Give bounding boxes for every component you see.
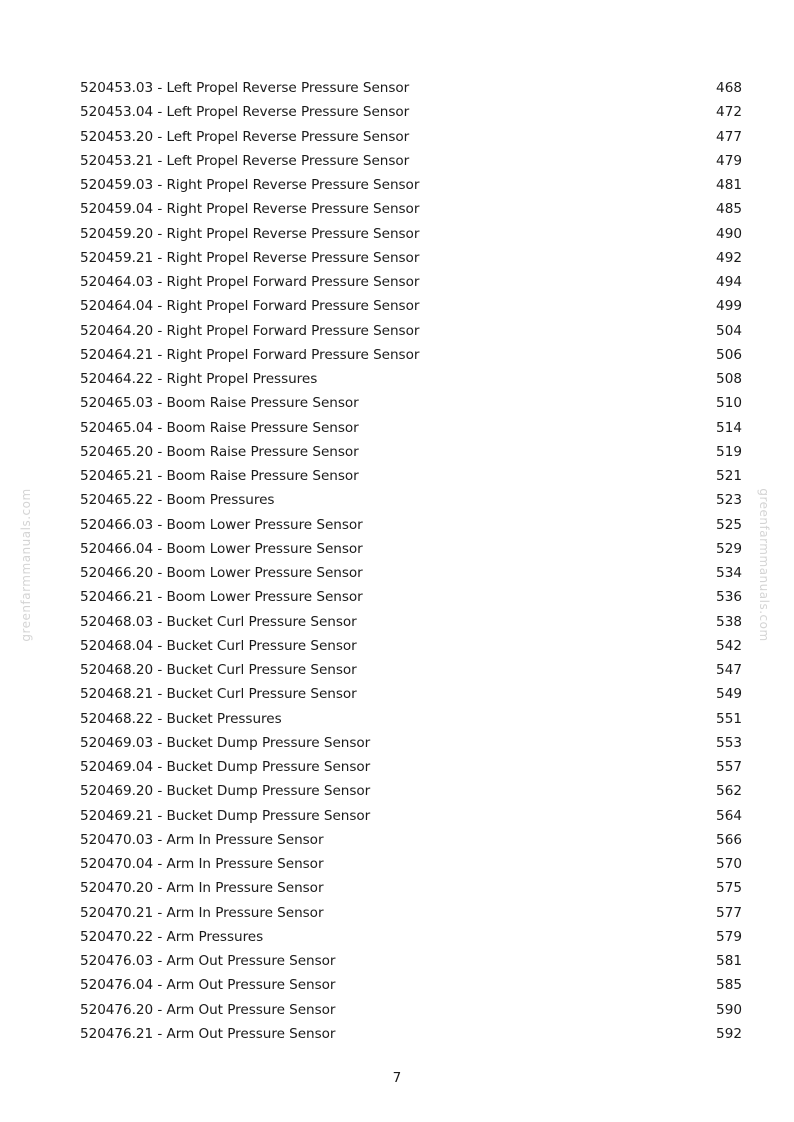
- toc-entry-page: 592: [716, 1025, 742, 1042]
- toc-entry-title: 520470.22 - Arm Pressures: [80, 928, 264, 945]
- toc-entry-page: 585: [716, 977, 742, 994]
- toc-entry-title: 520459.03 - Right Propel Reverse Pressure Sensor: [80, 177, 420, 193]
- toc-entry-page: 481: [716, 177, 742, 193]
- toc-entry[interactable]: [80, 416, 742, 440]
- toc-entry-title: 520469.04 - Bucket Dump Pressure Sensor: [80, 759, 371, 775]
- toc-entry-page: 519: [716, 443, 742, 460]
- toc-entry-page: 564: [716, 807, 742, 824]
- toc-entry-page: 536: [716, 589, 742, 606]
- toc-entry-page: 477: [716, 128, 742, 145]
- toc-entry-title: 520470.20 - Arm In Pressure Sensor: [80, 880, 324, 897]
- toc-entry[interactable]: [80, 319, 742, 343]
- toc-entry-page: 547: [716, 662, 742, 678]
- toc-entry-page: 499: [716, 298, 742, 315]
- toc-entry-title: 520453.03 - Left Propel Reverse Pressure Sensor: [80, 80, 410, 96]
- watermark-right: greenfarmmanuals.com: [757, 488, 771, 642]
- toc-entry-page: 579: [716, 928, 742, 945]
- toc-entry-page: 485: [716, 201, 742, 218]
- toc-entry[interactable]: [80, 731, 742, 755]
- toc-entry[interactable]: [80, 682, 742, 706]
- toc-list: [80, 76, 742, 1046]
- toc-entry-page: 529: [716, 540, 742, 557]
- toc-entry-title: 520468.20 - Bucket Curl Pressure Sensor: [80, 662, 357, 678]
- toc-entry-page: 538: [716, 613, 742, 630]
- toc-entry[interactable]: [80, 440, 742, 464]
- toc-entry[interactable]: [80, 149, 742, 173]
- toc-entry[interactable]: [80, 779, 742, 803]
- toc-entry-title: 520466.20 - Boom Lower Pressure Sensor: [80, 565, 363, 581]
- toc-entry-title: 520469.03 - Bucket Dump Pressure Sensor: [80, 734, 371, 751]
- watermark-left: greenfarmmanuals.com: [19, 488, 33, 642]
- toc-entry-title: 520459.04 - Right Propel Reverse Pressure Sensor: [80, 201, 420, 218]
- toc-entry-page: 542: [716, 637, 742, 654]
- toc-entry-title: 520466.03 - Boom Lower Pressure Sensor: [80, 516, 363, 533]
- toc-entry-page: 521: [716, 468, 742, 484]
- toc-entry-title: 520459.20 - Right Propel Reverse Pressure Sensor: [80, 225, 420, 242]
- toc-entry-title: 520453.21 - Left Propel Reverse Pressure Sensor: [80, 152, 410, 169]
- toc-entry-page: 525: [716, 516, 742, 533]
- toc-entry-title: 520466.21 - Boom Lower Pressure Sensor: [80, 589, 363, 606]
- toc-entry-title: 520464.20 - Right Propel Forward Pressure Sensor: [80, 322, 420, 339]
- toc-entry-title: 520468.03 - Bucket Curl Pressure Sensor: [80, 613, 357, 630]
- toc-entry-title: 520468.22 - Bucket Pressures: [80, 710, 282, 727]
- toc-entry[interactable]: [80, 804, 742, 828]
- toc-entry[interactable]: [80, 828, 742, 852]
- toc-entry-title: 520466.04 - Boom Lower Pressure Sensor: [80, 540, 363, 557]
- toc-entry[interactable]: [80, 464, 742, 488]
- toc-entry-page: 581: [716, 953, 742, 969]
- toc-entry[interactable]: [80, 1022, 742, 1046]
- toc-entry-title: 520465.22 - Boom Pressures: [80, 492, 275, 509]
- toc-entry-page: 472: [716, 104, 742, 121]
- toc-entry[interactable]: [80, 173, 742, 197]
- toc-entry-title: 520465.04 - Boom Raise Pressure Sensor: [80, 419, 359, 436]
- toc-entry-title: 520469.21 - Bucket Dump Pressure Sensor: [80, 807, 371, 824]
- toc-entry-page: 523: [716, 492, 742, 509]
- toc-entry[interactable]: [80, 876, 742, 900]
- toc-entry[interactable]: [80, 197, 742, 221]
- toc-entry-page: 549: [716, 686, 742, 703]
- toc-entry-page: 492: [716, 249, 742, 266]
- toc-entry-page: 514: [716, 419, 742, 436]
- toc-entry[interactable]: [80, 707, 742, 731]
- toc-entry-title: 520470.04 - Arm In Pressure Sensor: [80, 856, 324, 872]
- toc-entry-page: 570: [716, 856, 742, 872]
- toc-entry-page: 506: [716, 346, 742, 363]
- toc-entry[interactable]: [80, 610, 742, 634]
- toc-entry[interactable]: [80, 270, 742, 294]
- toc-entry-title: 520476.20 - Arm Out Pressure Sensor: [80, 1001, 336, 1018]
- toc-entry-page: 562: [716, 783, 742, 800]
- toc-entry[interactable]: [80, 488, 742, 512]
- toc-entry-title: 520476.04 - Arm Out Pressure Sensor: [80, 977, 336, 994]
- toc-entry[interactable]: [80, 634, 742, 658]
- toc-entry[interactable]: [80, 585, 742, 609]
- toc-entry[interactable]: [80, 367, 742, 391]
- toc-entry-title: 520465.20 - Boom Raise Pressure Sensor: [80, 443, 359, 460]
- toc-entry-page: 504: [716, 322, 742, 339]
- toc-entry[interactable]: [80, 755, 742, 779]
- toc-entry-title: 520469.20 - Bucket Dump Pressure Sensor: [80, 783, 371, 800]
- toc-entry-title: 520470.21 - Arm In Pressure Sensor: [80, 904, 324, 921]
- toc-entry-page: 479: [716, 152, 742, 169]
- toc-entry-page: 551: [716, 710, 742, 727]
- toc-entry-page: 510: [716, 395, 742, 412]
- toc-entry-title: 520468.21 - Bucket Curl Pressure Sensor: [80, 686, 357, 703]
- toc-entry-title: 520464.04 - Right Propel Forward Pressure Sensor: [80, 298, 420, 315]
- toc-entry-page: 553: [716, 734, 742, 751]
- toc-entry-page: 490: [716, 225, 742, 242]
- toc-entry[interactable]: [80, 998, 742, 1022]
- toc-entry-title: 520468.04 - Bucket Curl Pressure Sensor: [80, 637, 357, 654]
- toc-entry-page: 577: [716, 904, 742, 921]
- toc-entry[interactable]: [80, 343, 742, 367]
- toc-entry-page: 534: [716, 565, 742, 581]
- toc-entry[interactable]: [80, 973, 742, 997]
- toc-entry[interactable]: [80, 391, 742, 415]
- toc-entry-title: 520465.21 - Boom Raise Pressure Sensor: [80, 468, 359, 484]
- toc-entry-title: 520464.03 - Right Propel Forward Pressure Sensor: [80, 274, 420, 290]
- toc-entry-title: 520470.03 - Arm In Pressure Sensor: [80, 831, 324, 848]
- toc-entry-title: 520453.20 - Left Propel Reverse Pressure Sensor: [80, 128, 410, 145]
- toc-entry-title: 520476.03 - Arm Out Pressure Sensor: [80, 953, 336, 969]
- toc-entry[interactable]: [80, 222, 742, 246]
- toc-entry-page: 557: [716, 759, 742, 775]
- toc-entry-page: 590: [716, 1001, 742, 1018]
- toc-entry[interactable]: [80, 125, 742, 149]
- toc-entry-title: 520476.21 - Arm Out Pressure Sensor: [80, 1025, 336, 1042]
- toc-entry[interactable]: [80, 925, 742, 949]
- toc-entry-title: 520464.21 - Right Propel Forward Pressure Sensor: [80, 346, 420, 363]
- toc-entry[interactable]: [80, 852, 742, 876]
- toc-entry[interactable]: [80, 294, 742, 318]
- toc-entry-title: 520465.03 - Boom Raise Pressure Sensor: [80, 395, 359, 412]
- toc-entry-title: 520453.04 - Left Propel Reverse Pressure Sensor: [80, 104, 410, 121]
- toc-entry-title: 520459.21 - Right Propel Reverse Pressure Sensor: [80, 249, 420, 266]
- toc-entry-page: 566: [716, 831, 742, 848]
- toc-entry[interactable]: [80, 658, 742, 682]
- toc-entry-page: 575: [716, 880, 742, 897]
- toc-entry[interactable]: [80, 76, 742, 100]
- toc-entry-page: 494: [716, 274, 742, 290]
- toc-entry[interactable]: [80, 537, 742, 561]
- toc-entry[interactable]: [80, 561, 742, 585]
- toc-entry-page: 508: [716, 371, 742, 387]
- toc-entry-page: 468: [716, 80, 742, 96]
- toc-entry[interactable]: [80, 246, 742, 270]
- page-number: 7: [392, 1070, 402, 1086]
- toc-entry-title: 520464.22 - Right Propel Pressures: [80, 371, 318, 387]
- toc-entry[interactable]: [80, 100, 742, 124]
- toc-entry[interactable]: [80, 949, 742, 973]
- toc-entry[interactable]: [80, 901, 742, 925]
- toc-entry[interactable]: [80, 513, 742, 537]
